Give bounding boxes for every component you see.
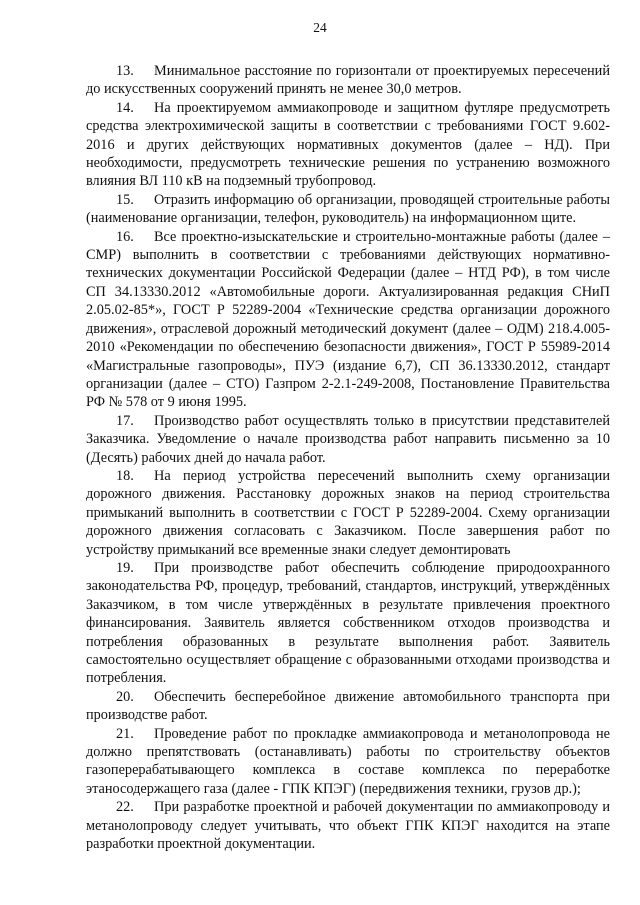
paragraph-number: 14. (116, 99, 134, 116)
paragraph-number: 20. (116, 688, 134, 705)
paragraph-text: При производстве работ обеспечить соблюдение природоохранного законодательства РФ, процедур, требований, стандартов, инструкций, утверждённых Заказчиком, в том числе утверждённых в результате привлечения проектного финансирования. Заявитель является собственником отходов производства и потребления образованных в результате выполнения работ. Заявитель самостоятельно осуществляет обращение с образованными отходами производства и потребления. (86, 559, 610, 687)
paragraph-21 (86, 725, 610, 799)
paragraph-number: 18. (116, 467, 134, 484)
paragraph-17 (86, 412, 610, 467)
paragraph-18 (86, 467, 610, 559)
paragraph-20 (86, 688, 610, 725)
paragraph-number: 21. (116, 725, 134, 742)
paragraph-text: При разработке проектной и рабочей документации по аммиакопроводу и метанолопроводу следует учитывать, что объект ГПК КПЭГ находится на этапе разработки проектной документации. (86, 799, 610, 853)
paragraph-19 (86, 559, 610, 688)
paragraph-text: Отразить информацию об организации, проводящей строительные работы (наименование организации, телефон, руководитель) на информационном щите. (86, 191, 610, 227)
paragraph-text: На проектируемом аммиакопроводе и защитном футляре предусмотреть средства электрохимической защиты в соответствии с требованиями ГОСТ 9.602-2016 и других действующих нормативных документов (далее – НД). При необходимости, предусмотреть технические решения по устранению возможного влияния ВЛ 110 кВ на подземный трубопровод. (86, 99, 610, 190)
paragraph-number: 19. (116, 559, 134, 576)
paragraph-text: Обеспечить бесперебойное движение автомобильного транспорта при производстве работ. (86, 688, 610, 724)
paragraph-text: Производство работ осуществлять только в присутствии представителей Заказчика. Уведомление о начале производства работ направить письменно за 10 (Десять) рабочих дней до начала работ. (86, 412, 610, 466)
paragraph-15 (86, 191, 610, 228)
paragraph-number: 17. (116, 412, 134, 429)
paragraph-13 (86, 62, 610, 99)
document-body (86, 62, 610, 853)
paragraph-text: Все проектно-изыскательские и строительно-монтажные работы (далее – СМР) выполнить в соответствии с требованиями действующих нормативно-технических документации Российской Федерации (далее – НТД РФ), в том числе СП 34.13330.2012 «Автомобильные дороги. Актуализированная редакция СНиП 2.05.02-85*», ГОСТ Р 52289-2004 «Технические средства организации дорожного движения», отраслевой дорожный методический документ (далее – ОДМ) 218.4.005-2010 «Рекомендации по обеспечению безопасности движения», ГОСТ Р 55989-2014 «Магистральные газопроводы», ПУЭ (издание 6,7), СП 36.13330.2012, стандарт организации (далее – СТО) Газпром 2-2.1-249-2008, Постановление Правительства РФ № 578 от 9 июня 1995. (86, 228, 610, 411)
paragraph-text: Минимальное расстояние по горизонтали от проектируемых пересечений до искусственных сооружений принять не менее 30,0 метров. (86, 63, 610, 98)
paragraph-number: 22. (116, 799, 134, 816)
paragraph-number: 15. (116, 191, 134, 208)
paragraph-text: Проведение работ по прокладке аммиакопровода и метанолопровода не должно препятствовать (останавливать) работы по строительству объектов газоперерабатывающего комплекса в составе комплекса по переработке этаносодержащего газа (далее - ГПК КПЭГ) (передвижения техники, грузов др.); (86, 725, 610, 797)
paragraph-text: На период устройства пересечений выполнить схему организации дорожного движения. Расстановку дорожных знаков на период строительства примыканий выполнить в соответствии с ГОСТ Р 52289-2004. Схему организации дорожного движения согласовать с Заказчиком. После завершения работ по устройству примыканий все временные знаки следует демонтировать (86, 467, 610, 558)
paragraph-number: 13. (116, 63, 134, 79)
paragraph-14 (86, 99, 610, 191)
page-number: 24 (313, 20, 327, 35)
paragraph-22 (86, 798, 610, 853)
paragraph-16 (86, 228, 610, 412)
paragraph-number: 16. (116, 228, 134, 245)
